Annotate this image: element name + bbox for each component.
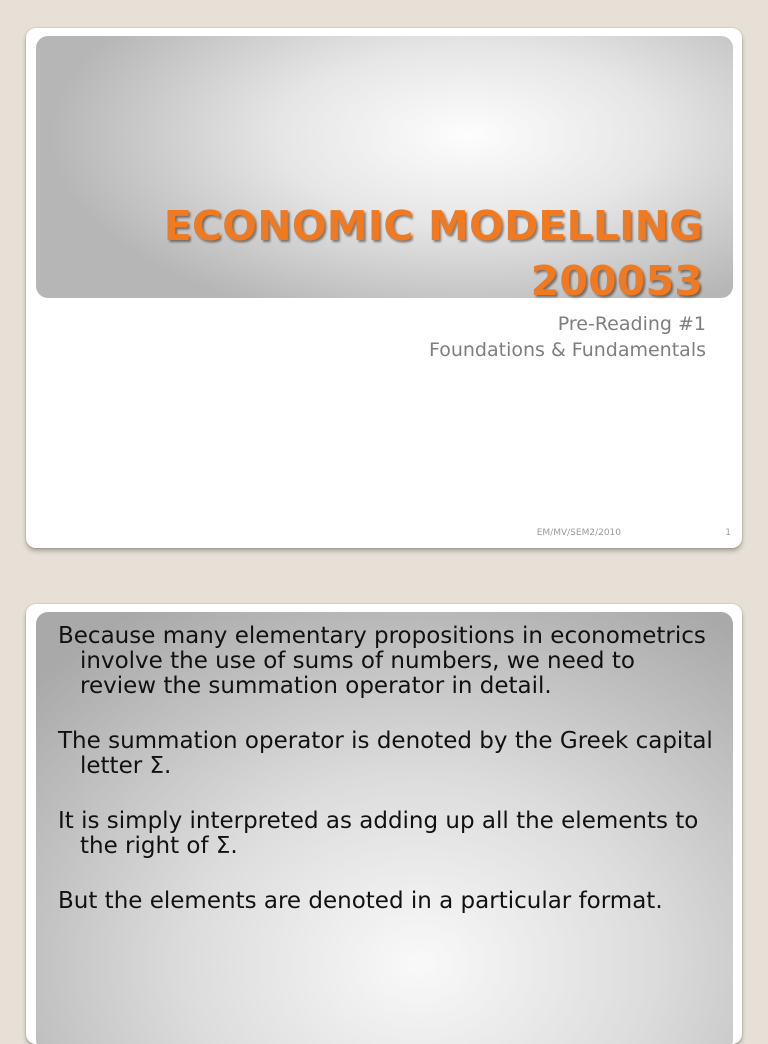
slide-title: ECONOMIC MODELLING 200053	[163, 202, 703, 305]
bullet-item: Because many elementary propositions in econometrics involve the use of sums of numbers, we need to review the summation operator in detail.	[58, 623, 706, 699]
slide-2	[26, 604, 742, 1044]
slide-number: 1	[725, 528, 731, 538]
subtitle-line-1: Pre-Reading #1	[557, 313, 706, 335]
slide-footer: EM/MV/SEM2/2010	[536, 528, 621, 538]
bullet-list	[58, 624, 718, 944]
subtitle-line-2: Foundations & Fundamentals	[428, 339, 706, 361]
slide-subtitle	[429, 311, 706, 363]
bullet-item: But the elements are denoted in a particular format.	[58, 888, 663, 914]
bullet-item: The summation operator is denoted by the Greek capital letter Σ.	[58, 728, 713, 779]
content-panel	[36, 612, 733, 1044]
bullet-item: It is simply interpreted as adding up all the elements to the right of Σ.	[58, 808, 699, 859]
title-band	[36, 36, 733, 305]
slide-1	[26, 28, 742, 548]
